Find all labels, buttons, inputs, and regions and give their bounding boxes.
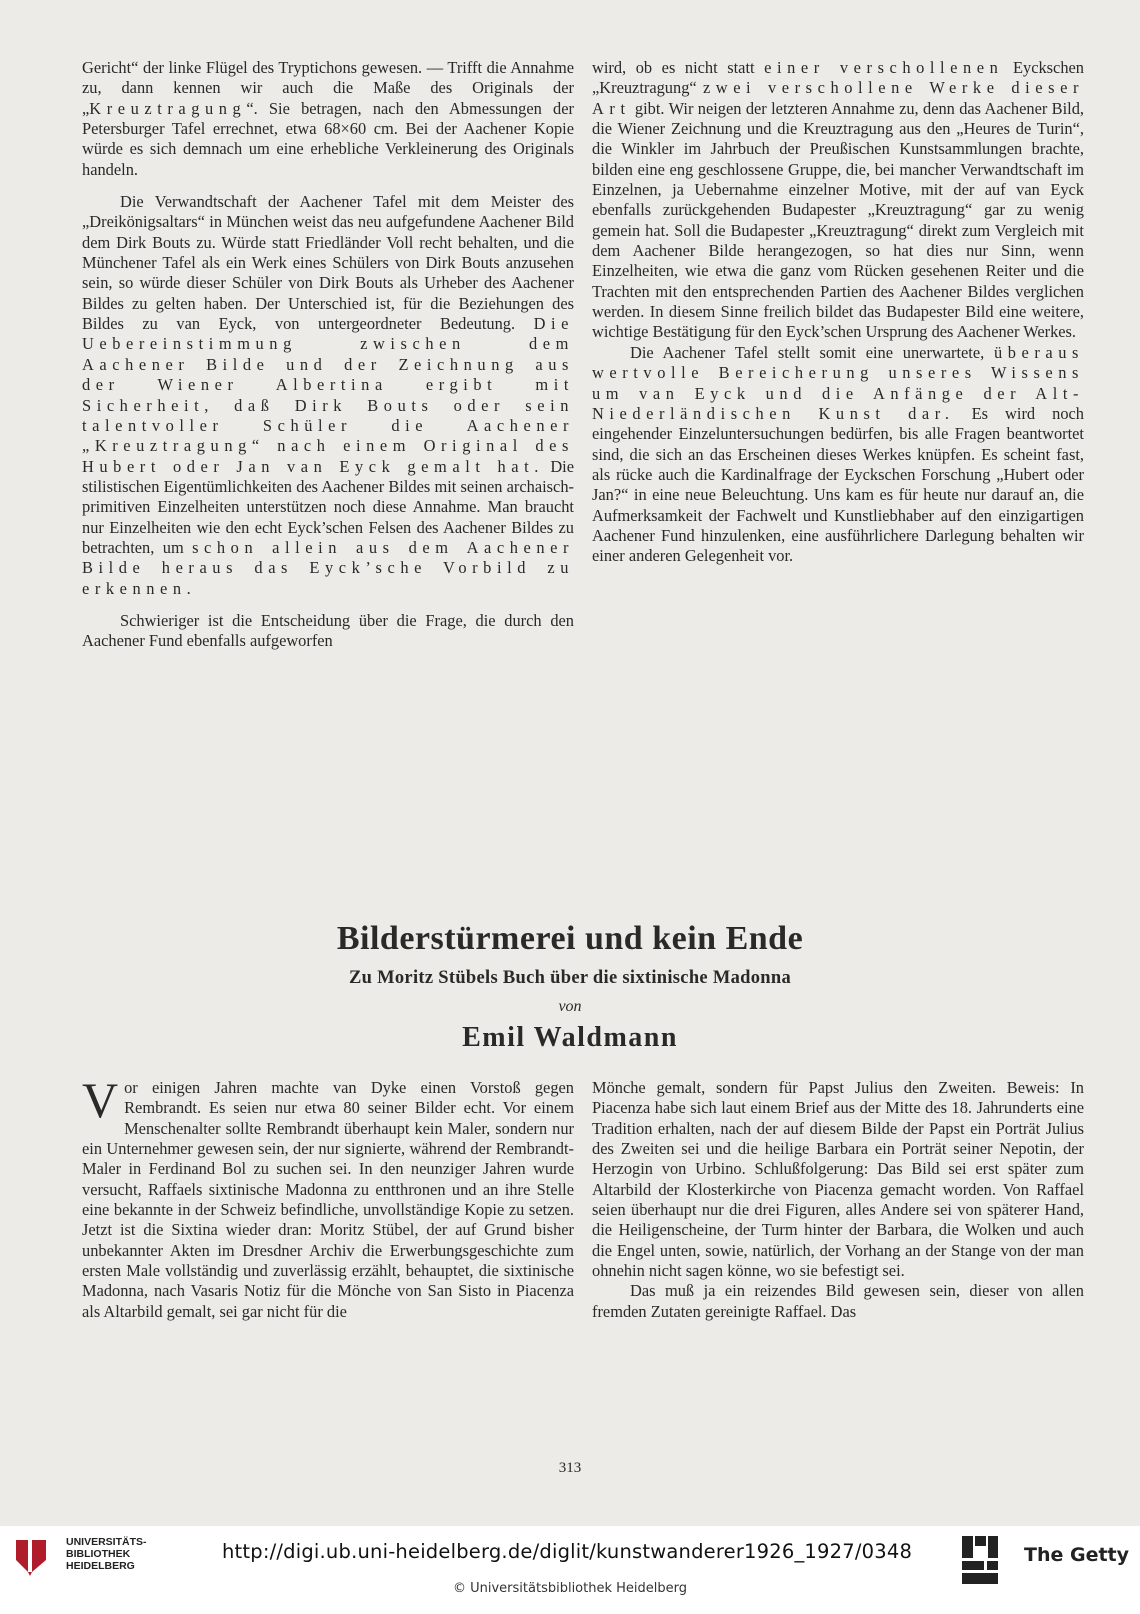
library-name: UNIVERSITÄTS- BIBLIOTHEK HEIDELBERG (66, 1536, 147, 1572)
article2-right-column (592, 1078, 1084, 1322)
article1-left-column (82, 58, 574, 652)
article2-right-p2: Das muß ja ein reizendes Bild gewesen sein, dieser von allen fremden Zutaten gereinigte Raffael. Das (592, 1281, 1084, 1321)
article1-right-p2: Die Aachener Tafel stellt somit eine unerwartete, überaus wertvolle Bereicherung unseres Wissens um van Eyck und die Anfänge der Alt-Niederländischen Kunst dar. Es wird noch eingehender Einzeluntersuchungen bedürfen, bis alle Fragen beantwortet sind, die sich an das Erscheinen dieses Werkes knüpfen. Es scheint fast, als rücke auch die Kardinalfrage der Eyckschen Forschung „Hubert oder Jan?“ in eine neue Beleuchtung. Uns kam es für heute nur darauf an, die Aufmerksamkeit der Fachwelt und Kunstliebhaber auf den einzigartigen Aachener Fund hinzulenken, eine ausführlichere Darlegung behalten wir einer anderen Gelegenheit vor. (592, 342, 1084, 566)
article2-right-p1: Mönche gemalt, sondern für Papst Julius den Zweiten. Beweis: In Piacenza habe sich laut einem Brief aus der Mitte des 18. Jahrunderts eine Tradition erhalten, nach der auf diesem Bilde der Papst ein Porträt Julius des Zweiten sei und die heilige Barbara ein Porträt seiner Nepotin, der Herzogin von Urbino. Schlußfolgerung: Das Bild sei erst später zum Altarbild der Klosterkirche von Piacenza gemacht worden. Von Raffael seien überhaupt nur die drei Figuren, alles Andere sei von späterer Hand, die Heiligenscheine, der Turm hinter der Barbara, die Wolken und auch die Engel unten, sowie, natürlich, der Vorhang an der Stange von der man ohnehin nicht sagen könne, wo sie befestigt sei. (592, 1078, 1084, 1281)
article1-left-p3: Schwieriger ist die Entscheidung über die Frage, die durch den Aachener Fund ebenfalls aufgeworfen (82, 610, 574, 651)
getty-name: The Getty (1024, 1544, 1130, 1566)
footer-bar (0, 1526, 1140, 1614)
article2-left-p1: Vor einigen Jahren machte van Dyke einen Vorstoß gegen Rembrandt. Es seien nur etwa 80 seiner Bilder echt. Vor einem Menschenalter sollte Rembrandt überhaupt kein Maler, sondern nur ein Unternehmer gewesen sein, der nur signierte, während der Rembrandt-Maler in Ferdinand Bol zu suchen sei. In den neunziger Jahren wurde versucht, Raffaels sixtinische Madonna zu entthronen und an ihre Stelle eine bekannte in der Schweiz befindliche, unvollständige Kopie zu setzen. Jetzt ist die Sixtina wieder dran: Moritz Stübel, der auf Grund bisher unbekannter Akten im Dresdner Archiv die Erwerbungsgeschichte zum ersten Male vollständig und zuverlässig erzählt, behauptet, die sixtinische Madonna, nach Vasaris Notiz für die Mönche von San Sisto in Piacenza als Altarbild gemalt, sei gar nicht für die (82, 1072, 574, 1321)
article1-right-column (592, 58, 1084, 567)
source-url-link[interactable]: http://digi.ub.uni-heidelberg.de/diglit/kunstwanderer1926_1927/0348 (222, 1540, 913, 1563)
article2-left-column (82, 1072, 574, 1322)
copyright-notice: © Universitätsbibliothek Heidelberg (452, 1581, 687, 1596)
byline-von: von (558, 998, 582, 1015)
article1-left-p1: Gericht“ der linke Flügel des Tryptichons gewesen. — Trifft die Annahme zu, dann kennen wir auch die Maße des Originals der „Kreuztragung“. Sie betragen, nach den Abmessungen der Petersburger Tafel errechnet, etwa 68×60 cm. Bei der Aachener Kopie würde es sich demnach um eine erhebliche Verkleinerung des Originals handeln. (82, 58, 574, 179)
getty-logo-icon[interactable] (960, 1534, 1000, 1586)
library-emblem-icon (14, 1536, 48, 1576)
article-author: Emil Waldmann (462, 1022, 678, 1053)
article1-left-p2: Die Verwandtschaft der Aachener Tafel mit dem Meister des „Dreikönigsaltars“ in München weist das neu aufgefundene Aachener Bild dem Dirk Bouts zu. Würde statt Friedländer Voll recht behalten, und die Münchener Tafel als ein Werk eines Schülers von Dirk Bouts anzusehen sein, so würde dieser Schüler von Dirk Bouts als Urheber des Aachener Bildes zu gelten haben. Der Unterschied ist, für die Beziehungen des Bildes zu van Eyck, von untergeordneter Bedeutung. Die Uebereinstimmung zwischen dem Aachener Bilde und der Zeichnung aus der Wiener Albertina ergibt mit Sicherheit, daß Dirk Bouts oder sein talentvoller Schüler die Aachener „Kreuztragung“ nach einem Original des Hubert oder Jan van Eyck gemalt hat. Die stilistischen Eigentümlichkeiten des Aachener Bildes mit seinen archaisch-primitiven Einzelheiten unterstützen noch diese Annahme. Man braucht nur Einzelheiten wie den echt Eyck’schen Felsen des Aachener Bildes zu betrachten, um schon allein aus dem Aachener Bilde heraus das Eyck’sche Vorbild zu erkennen. (82, 192, 574, 598)
article-title: Bilderstürmerei und kein Ende (336, 920, 804, 957)
article1-right-p1: wird, ob es nicht statt einer verschollenen Eyckschen „Kreuztragung“ zwei verschollene Werke dieser Art gibt. Wir neigen der letzteren Annahme zu, denn das Aachener Bild, die Wiener Zeichnung und die Kreuztragung aus den „Heures de Turin“, die Winkler im Jahrbuch der Preußischen Kunstsammlungen brachte, bilden eine eng geschlossene Gruppe, die, bei mancher Verwandtschaft im Einzelnen, ja Uebernahme einzelner Motive, mit der auf van Eyck ebenfalls zurückgehenden Budapester „Kreuztragung“ gar zu wenig gemein hat. Soll die Budapester „Kreuztragung“ direkt zum Vergleich mit dem Aachener Bilde herangezogen, so hat dies nur Sinn, wenn Einzelheiten, wie etwa die ganz vom Rücken gesehenen Reiter und die Trachten mit den entsprechenden Partien des Aachener Bildes verglichen werden. In diesem Sinne freilich bildet das Budapester Bild eine weitere, wichtige Bestätigung für den Eyck’schen Ursprung des Aachener Werkes. (592, 58, 1084, 342)
drop-cap: V (82, 1072, 119, 1128)
article-subtitle: Zu Moritz Stübels Buch über die sixtinische Madonna (348, 968, 792, 988)
page-number: 313 (558, 1460, 582, 1476)
